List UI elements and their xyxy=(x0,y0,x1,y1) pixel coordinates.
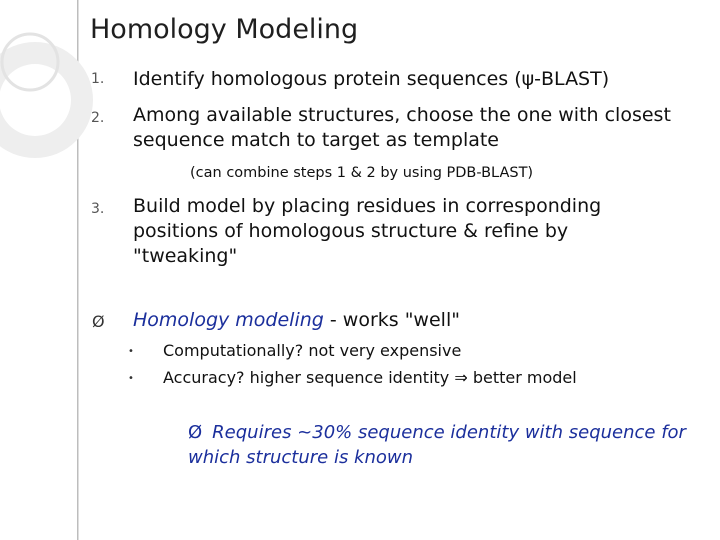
requirement-arrow-icon: Ø xyxy=(188,422,203,443)
requirement-text: Requires ~30% sequence identity with sequence for which structure is known xyxy=(188,422,686,468)
point-text xyxy=(133,308,460,333)
point-term: Homology modeling xyxy=(133,309,324,331)
subpoint-1-text: Computationally? not very expensive xyxy=(163,341,462,360)
point-arrow-icon: Ø xyxy=(92,312,105,331)
item-3-text: Build model by placing residues in corresponding positions of homologous structure & refine by "tweaking" xyxy=(133,195,602,267)
item-1-marker: 1. xyxy=(91,71,105,87)
item-1-text: Identify homologous protein sequences (ψ-BLAST) xyxy=(133,68,610,90)
item-3-marker: 3. xyxy=(91,201,105,217)
subpoint-2-bullet-icon: • xyxy=(128,373,134,384)
subpoint-1-bullet-icon: • xyxy=(128,346,134,357)
item-2-marker: 2. xyxy=(91,110,105,126)
slide-title: Homology Modeling xyxy=(90,14,359,45)
requirement-block xyxy=(188,420,688,470)
item-2-text: Among available structures, choose the one with closest sequence match to target as template xyxy=(133,104,671,151)
decor-circle-inner xyxy=(0,64,71,136)
point-rest: - works "well" xyxy=(323,309,460,331)
subpoint-2-text: Accuracy? higher sequence identity ⇒ better model xyxy=(163,368,577,387)
note-text: (can combine steps 1 & 2 by using PDB-BLAST) xyxy=(190,165,534,181)
